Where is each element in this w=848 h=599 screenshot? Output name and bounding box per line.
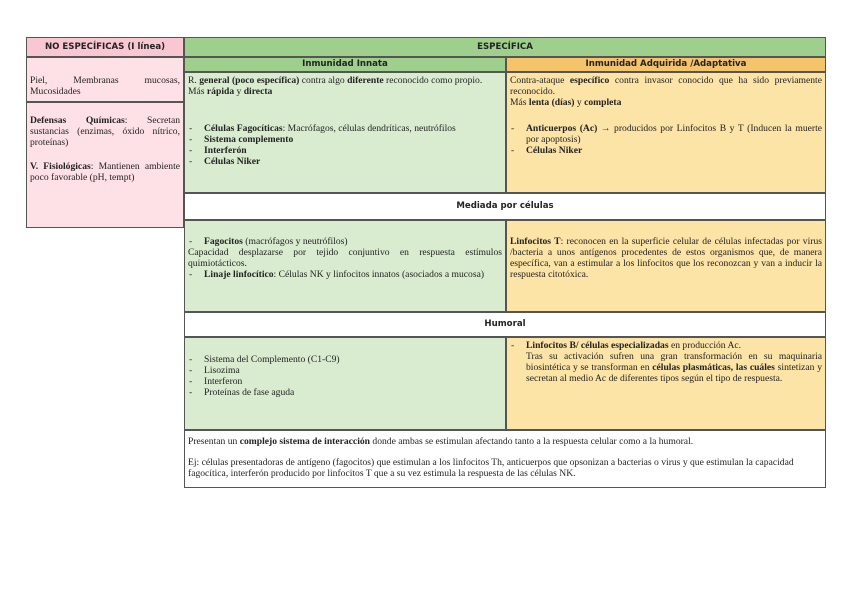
header-humoral: Humoral (184, 312, 826, 337)
list-item: - Interferon (188, 376, 502, 387)
humoral-innata-list (188, 354, 502, 398)
innata-cells-list (188, 123, 502, 167)
innata-desc-1: R. general (poco específica) contra algo diferente reconocido como propio. (188, 75, 483, 86)
adquirida-description (506, 72, 826, 193)
no-especificas-defensas (26, 102, 184, 228)
list-item: - Fagocitos (macrófagos y neutrófilos) (188, 236, 502, 247)
list-item: - Linaje linfocítico: Células NK y linfocitos innatos (asociados a mucosa) (188, 269, 502, 280)
list-item: - Lisozima (188, 365, 502, 376)
header-inmunidad-innata: Inmunidad Innata (184, 57, 506, 72)
list-item: - Sistema del Complemento (C1-C9) (188, 354, 502, 365)
defensas-quimicas: Defensas Químicas: Secretan sustancias (enzimas, óxido nítrico, proteínas) (30, 115, 181, 148)
list-item: - Anticuerpos (Ac) → producidos por Linfocitos B y T (Inducen la muerte por apoptosis) (510, 123, 822, 145)
barreras-text: Piel, Membranas mucosas, Mucosidades (30, 75, 180, 97)
list-item: - Sistema complemento (188, 134, 502, 145)
mediada-innata-capacidad: Capacidad desplazarse por tejido conjuntivo en respuesta estímulos quimiotácticos. (188, 247, 502, 269)
footer-paragraph-2: Ej: células presentadoras de antígeno (fagocitos) que estimulan a los linfocitos Th, anticuerpos que opsonizan a bacterias o virus y que estimulan la capacidad fagocítica, interferón producido por linfocitos T que a su vez estimula la respuesta de las células NK. (188, 457, 794, 479)
mediada-adquirida (506, 220, 826, 312)
variables-fisiologicas: V. Fisiológicas: Mantienen ambiente poco favorable (pH, tempt) (30, 161, 180, 183)
mediada-innata-list-2 (188, 269, 502, 280)
humoral-innata (184, 337, 506, 430)
list-item: - Células Fagocíticas: Macrófagos, células dendríticas, neutrófilos (188, 123, 502, 134)
list-item: - Interferón (188, 145, 502, 156)
adquirida-cells-list (510, 123, 822, 156)
innata-description (184, 72, 506, 193)
list-item: - Proteínas de fase aguda (188, 387, 502, 398)
footer-paragraph-1: Presentan un complejo sistema de interacción donde ambas se estimulan afectando tanto a la respuesta celular como a la humoral. (188, 436, 694, 447)
list-item: - Células Niker (188, 156, 502, 167)
humoral-adquirida-detail: Tras su activación sufren una gran transformación en su maquinaria biosintética y se transforman en células plasmáticas, las cuáles sintetizan y secretan al medio Ac de diferentes tipos según el tipo de respuesta. (526, 351, 823, 384)
header-mediada-por-celulas: Mediada por células (184, 193, 826, 220)
header-no-especificas: NO ESPECÍFICAS (I línea) (26, 37, 184, 57)
adquirida-desc-2: Más lenta (días) y completa (510, 97, 622, 108)
header-especifica: ESPECÍFICA (184, 37, 826, 57)
header-inmunidad-adquirida: Inmunidad Adquirida /Adaptativa (506, 57, 826, 72)
adquirida-desc-1: Contra-ataque específico contra invasor conocido que ha sido previamente reconocido. (510, 75, 822, 97)
mediada-innata (184, 220, 506, 312)
list-item: - Células Niker (510, 145, 822, 156)
humoral-adquirida-list (510, 340, 822, 384)
no-especificas-barreras (26, 57, 184, 102)
mediada-adquirida-text: Linfocitos T: reconocen en la superficie celular de células infectadas por virus /bacteria a unos antígenos procedentes de estos organismos que, de manera específica, van a estimular a los linfocitos que los reconozcan y van a inducir la respuesta citotóxica. (510, 236, 822, 280)
footer-interaccion (184, 430, 826, 488)
list-item: - Linfocitos B/ células especializadas en producción Ac. Tras su activación sufren una gran transformación en su maquinaria biosintética y se transforman en células plasmáticas, las cuáles sintetizan y secretan al medio Ac de diferentes tipos según el tipo de respuesta. (510, 340, 822, 384)
mediada-innata-list (188, 236, 502, 247)
innata-desc-2: Más rápida y directa (188, 86, 273, 97)
humoral-adquirida (506, 337, 826, 430)
